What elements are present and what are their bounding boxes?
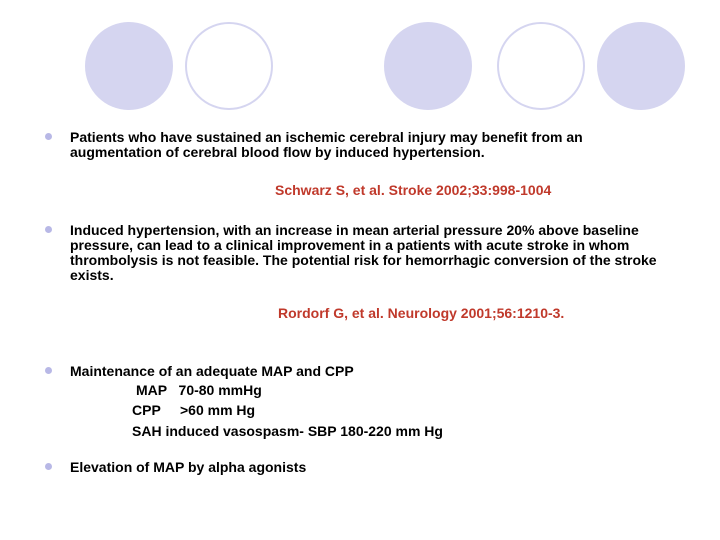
sbp-value: SAH induced vasospasm- SBP 180-220 mm Hg [132,423,443,439]
bullet-text-2: Induced hypertension, with an increase in mean arterial pressure 20% above baseline pressure, can lead to a clinical improvement in a patients with acute stroke in whom thrombolysis is not feasible. The potential risk for hemorrhagic conversion of the stroke exists. [70,222,657,283]
citation-1: Schwarz S, et al. Stroke 2002;33:998-1004 [275,182,552,198]
bullet-icon [45,463,52,470]
bullet-text-4: Elevation of MAP by alpha agonists [70,459,307,475]
cpp-value: CPP >60 mm Hg [132,402,256,418]
map-value: MAP 70-80 mmHg [136,382,262,398]
bullet-text-1: Patients who have sustained an ischemic cerebral injury may benefit from an augmentation of cerebral blood flow by induced hypertension. [70,129,583,160]
bullet-icon [45,367,52,374]
bullet-text-3: Maintenance of an adequate MAP and CPP [70,363,354,379]
decor-circle-3 [384,22,472,110]
bullet-icon [45,133,52,140]
decor-circle-5 [597,22,685,110]
decor-circle-2 [185,22,273,110]
citation-2: Rordorf G, et al. Neurology 2001;56:1210-3. [278,305,565,321]
bullet-icon [45,226,52,233]
decor-circle-1 [85,22,173,110]
decor-circle-4 [497,22,585,110]
